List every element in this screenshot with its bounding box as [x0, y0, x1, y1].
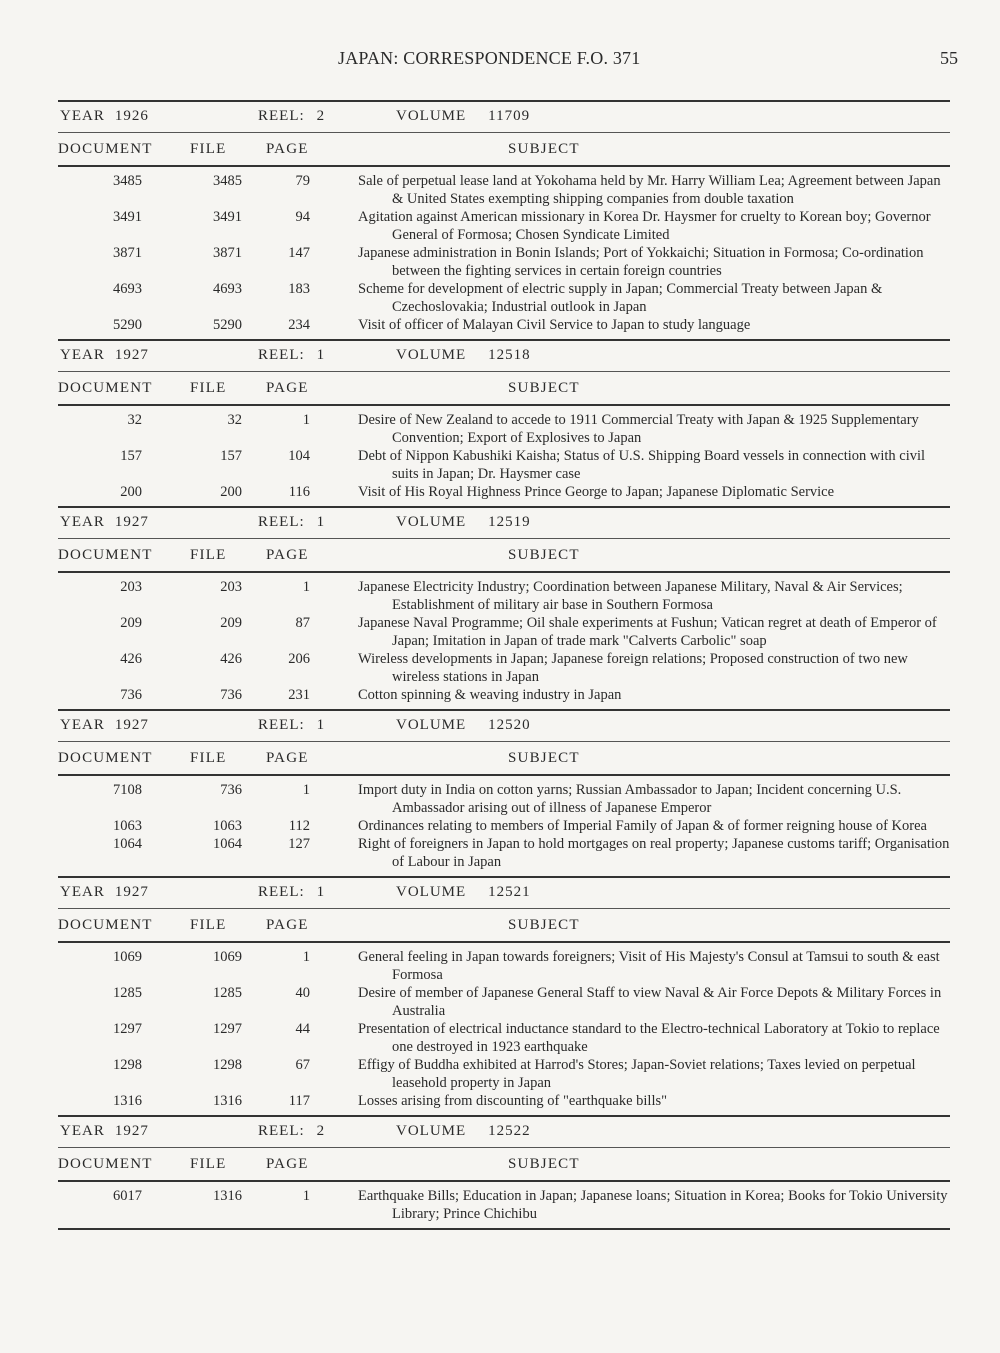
subject-text: Effigy of Buddha exhibited at Harrod's Stores; Japan-Soviet relations; Taxes levied on perpetual leasehold property in Japan — [358, 1057, 916, 1091]
page-number-cell: 1 — [302, 579, 310, 595]
page-number-cell: 231 — [288, 687, 310, 703]
column-header-file: FILE — [190, 380, 227, 396]
volume-header-row — [58, 1117, 950, 1148]
volume-header-row — [58, 102, 950, 133]
column-header-row — [58, 1148, 950, 1182]
column-header-page: PAGE — [266, 141, 309, 157]
file-number: 4693 — [213, 281, 242, 297]
volume-section — [58, 709, 950, 876]
document-number: 1069 — [113, 949, 142, 965]
table-row — [58, 686, 950, 704]
subject-text: Right of foreigners in Japan to hold mortgages on real property; Japanese customs tariff; Organisation of Labour in Japan — [358, 836, 950, 870]
file-number: 157 — [220, 448, 242, 464]
file-number: 1069 — [213, 949, 242, 965]
page-number-cell: 116 — [288, 484, 310, 500]
subject-text: Visit of officer of Malayan Civil Service to Japan to study language — [358, 317, 751, 333]
page-number-cell: 1 — [302, 412, 310, 428]
volume-field — [396, 108, 530, 125]
entry-list — [58, 406, 950, 506]
column-header-file: FILE — [190, 917, 227, 933]
volume-label: VOLUME — [396, 884, 467, 900]
column-header-page: PAGE — [266, 917, 309, 933]
column-header-file: FILE — [190, 750, 227, 766]
volume-field — [396, 884, 531, 901]
subject-text: Scheme for development of electric supply in Japan; Commercial Treaty between Japan & Czechoslovakia; Industrial outlook in Japan — [358, 281, 883, 315]
volume-field — [396, 1123, 531, 1140]
year-field — [60, 884, 149, 901]
column-header-row — [58, 909, 950, 943]
volume-label: VOLUME — [396, 514, 467, 530]
file-number: 1063 — [213, 818, 242, 834]
table-row — [58, 948, 950, 984]
table-row — [58, 1020, 950, 1056]
table-row — [58, 578, 950, 614]
year-field — [60, 108, 149, 125]
reel-label: REEL: — [258, 347, 305, 363]
column-header-row — [58, 372, 950, 406]
volume-label: VOLUME — [396, 347, 467, 363]
file-number: 1298 — [213, 1057, 242, 1073]
reel-value: 1 — [316, 347, 326, 363]
page-number-cell: 104 — [288, 448, 310, 464]
column-header-page: PAGE — [266, 1156, 309, 1172]
document-number: 1063 — [113, 818, 142, 834]
subject-text: Japanese Naval Programme; Oil shale experiments at Fushun; Vatican regret at death of Emperor of Japan; Imitation in Japan of trade mark "Calverts Carbolic" soap — [358, 615, 937, 649]
reel-value: 1 — [316, 717, 326, 733]
table-row — [58, 208, 950, 244]
page-number-cell: 147 — [288, 245, 310, 261]
column-header-row — [58, 133, 950, 167]
table-row — [58, 172, 950, 208]
column-header-subject: SUBJECT — [508, 547, 580, 563]
reel-label: REEL: — [258, 108, 305, 124]
year-field — [60, 347, 149, 364]
table-row — [58, 411, 950, 447]
document-number: 157 — [120, 448, 142, 464]
table-row — [58, 984, 950, 1020]
document-number: 209 — [120, 615, 142, 631]
volume-section — [58, 506, 950, 709]
entry-list — [58, 1182, 950, 1228]
subject-text: Japanese Electricity Industry; Coordination between Japanese Military, Naval & Air Services; Establishment of military air base in Southern Formosa — [358, 579, 903, 613]
page-number-cell: 117 — [288, 1093, 310, 1109]
year-label: YEAR — [60, 717, 105, 733]
column-header-row — [58, 539, 950, 573]
year-value: 1927 — [114, 1123, 149, 1139]
year-field — [60, 1123, 149, 1140]
year-value: 1927 — [114, 347, 149, 363]
column-header-page: PAGE — [266, 750, 309, 766]
reel-field — [258, 1123, 325, 1140]
document-number: 3491 — [113, 209, 142, 225]
volume-label: VOLUME — [396, 108, 467, 124]
subject-text: Import duty in India on cotton yarns; Russian Ambassador to Japan; Incident concerning U.S. Ambassador arising out of illness of Japanese Emperor — [358, 782, 902, 816]
page-number-cell: 234 — [288, 317, 310, 333]
subject-text: Desire of member of Japanese General Staff to view Naval & Air Force Depots & Military Forces in Australia — [358, 985, 942, 1019]
subject-text: Cotton spinning & weaving industry in Japan — [358, 687, 622, 703]
year-label: YEAR — [60, 108, 105, 124]
subject-text: Desire of New Zealand to accede to 1911 Commercial Treaty with Japan & 1925 Supplementary Convention; Export of Explosives to Japan — [358, 412, 919, 446]
column-header-file: FILE — [190, 1156, 227, 1172]
file-number: 5290 — [213, 317, 242, 333]
volume-field — [396, 347, 531, 364]
file-number: 3871 — [213, 245, 242, 261]
entry-list — [58, 573, 950, 709]
reel-value: 2 — [316, 108, 326, 124]
year-field — [60, 717, 149, 734]
reel-label: REEL: — [258, 1123, 305, 1139]
volume-value: 12522 — [488, 1123, 531, 1139]
document-number: 203 — [120, 579, 142, 595]
year-label: YEAR — [60, 884, 105, 900]
subject-text: Agitation against American missionary in Korea Dr. Haysmer for cruelty to Korean boy; Governor General of Formosa; Chosen Syndicate Limited — [358, 209, 931, 243]
page-number-cell: 1 — [302, 1188, 310, 1204]
year-label: YEAR — [60, 1123, 105, 1139]
subject-text: Presentation of electrical inductance standard to the Electro-technical Laboratory at Tokio to replace one destroyed in 1923 earthquake — [358, 1021, 940, 1055]
page-number-cell: 183 — [288, 281, 310, 297]
table-row — [58, 781, 950, 817]
reel-label: REEL: — [258, 884, 305, 900]
table-row — [58, 280, 950, 316]
column-header-subject: SUBJECT — [508, 750, 580, 766]
subject-text: Japanese administration in Bonin Islands; Port of Yokkaichi; Situation in Formosa; Co-ordination between the fighting services in certain foreign countries — [358, 245, 924, 279]
page-number-cell: 44 — [295, 1021, 310, 1037]
page-header — [0, 48, 1000, 74]
volume-value: 12518 — [488, 347, 531, 363]
year-value: 1927 — [114, 514, 149, 530]
file-number: 1316 — [213, 1188, 242, 1204]
file-number: 209 — [220, 615, 242, 631]
file-number: 200 — [220, 484, 242, 500]
file-number: 736 — [220, 687, 242, 703]
entry-list — [58, 167, 950, 339]
file-number: 3485 — [213, 173, 242, 189]
reel-field — [258, 514, 325, 531]
document-number: 4693 — [113, 281, 142, 297]
column-header-file: FILE — [190, 141, 227, 157]
subject-text: Wireless developments in Japan; Japanese foreign relations; Proposed construction of two new wireless stations in Japan — [358, 651, 908, 685]
column-header-document: DOCUMENT — [58, 547, 153, 563]
reel-field — [258, 717, 325, 734]
file-number: 1064 — [213, 836, 242, 852]
entry-list — [58, 776, 950, 876]
table-row — [58, 244, 950, 280]
volume-section — [58, 876, 950, 1115]
document-number: 1297 — [113, 1021, 142, 1037]
page-title: JAPAN: CORRESPONDENCE F.O. 371 — [338, 48, 641, 68]
document-number: 1285 — [113, 985, 142, 1001]
volume-section — [58, 1115, 950, 1230]
volume-section — [58, 100, 950, 339]
reel-value: 1 — [316, 884, 326, 900]
column-header-row — [58, 742, 950, 776]
column-header-subject: SUBJECT — [508, 380, 580, 396]
volume-value: 12519 — [488, 514, 531, 530]
year-label: YEAR — [60, 514, 105, 530]
subject-text: Losses arising from discounting of "earthquake bills" — [358, 1093, 668, 1109]
page-number-cell: 206 — [288, 651, 310, 667]
volume-value: 12520 — [488, 717, 531, 733]
table-row — [58, 614, 950, 650]
page-number-cell: 112 — [288, 818, 310, 834]
column-header-subject: SUBJECT — [508, 917, 580, 933]
volume-header-row — [58, 508, 950, 539]
column-header-page: PAGE — [266, 380, 309, 396]
file-number: 1316 — [213, 1093, 242, 1109]
volume-field — [396, 717, 531, 734]
table-row — [58, 1187, 950, 1223]
file-number: 426 — [220, 651, 242, 667]
year-value: 1926 — [114, 108, 149, 124]
subject-text: Ordinances relating to members of Imperial Family of Japan & of former reigning house of Korea — [358, 818, 927, 834]
document-number: 6017 — [113, 1188, 142, 1204]
column-header-subject: SUBJECT — [508, 141, 580, 157]
file-number: 203 — [220, 579, 242, 595]
year-field — [60, 514, 149, 531]
volume-label: VOLUME — [396, 1123, 467, 1139]
table-row — [58, 447, 950, 483]
table-row — [58, 817, 950, 835]
page-number-cell: 1 — [302, 782, 310, 798]
document-number: 1316 — [113, 1093, 142, 1109]
document-number: 5290 — [113, 317, 142, 333]
column-header-page: PAGE — [266, 547, 309, 563]
document-number: 1298 — [113, 1057, 142, 1073]
file-number: 32 — [227, 412, 242, 428]
reel-field — [258, 884, 325, 901]
reel-field — [258, 347, 325, 364]
document-number: 3485 — [113, 173, 142, 189]
document-number: 1064 — [113, 836, 142, 852]
page-number: 55 — [940, 48, 958, 68]
document-number: 200 — [120, 484, 142, 500]
volume-value: 12521 — [488, 884, 531, 900]
subject-text: Debt of Nippon Kabushiki Kaisha; Status of U.S. Shipping Board vessels in connection with civil suits in Japan; Dr. Haysmer case — [358, 448, 926, 482]
year-value: 1927 — [114, 884, 149, 900]
volume-label: VOLUME — [396, 717, 467, 733]
subject-text: General feeling in Japan towards foreigners; Visit of His Majesty's Consul at Tamsui to south & east Formosa — [358, 949, 940, 983]
document-number: 426 — [120, 651, 142, 667]
file-number: 1297 — [213, 1021, 242, 1037]
page-number-cell: 87 — [295, 615, 310, 631]
column-header-file: FILE — [190, 547, 227, 563]
column-header-document: DOCUMENT — [58, 1156, 153, 1172]
volume-header-row — [58, 341, 950, 372]
volume-header-row — [58, 878, 950, 909]
table-row — [58, 1056, 950, 1092]
table-row — [58, 316, 950, 334]
page-number-cell: 1 — [302, 949, 310, 965]
page-number-cell: 79 — [295, 173, 310, 189]
page-number-cell: 94 — [295, 209, 310, 225]
document-number: 32 — [127, 412, 142, 428]
subject-text: Sale of perpetual lease land at Yokohama held by Mr. Harry William Lea; Agreement between Japan & United States exempting shipping companies from double taxation — [358, 173, 941, 207]
column-header-document: DOCUMENT — [58, 917, 153, 933]
volume-header-row — [58, 711, 950, 742]
subject-text: Earthquake Bills; Education in Japan; Japanese loans; Situation in Korea; Books for Tokio University Library; Prince Chichibu — [358, 1188, 948, 1222]
volume-field — [396, 514, 531, 531]
reel-label: REEL: — [258, 514, 305, 530]
column-header-subject: SUBJECT — [508, 1156, 580, 1172]
year-label: YEAR — [60, 347, 105, 363]
volume-section — [58, 339, 950, 506]
reel-field — [258, 108, 325, 125]
column-header-document: DOCUMENT — [58, 750, 153, 766]
reel-value: 1 — [316, 514, 326, 530]
file-number: 3491 — [213, 209, 242, 225]
page-number-cell: 127 — [288, 836, 310, 852]
file-number: 736 — [220, 782, 242, 798]
volume-value: 11709 — [488, 108, 531, 124]
document-number: 7108 — [113, 782, 142, 798]
document-number: 736 — [120, 687, 142, 703]
reel-value: 2 — [316, 1123, 326, 1139]
year-value: 1927 — [114, 717, 149, 733]
index-table — [58, 100, 950, 1230]
page-number-cell: 67 — [295, 1057, 310, 1073]
table-row — [58, 835, 950, 871]
entry-list — [58, 943, 950, 1115]
table-row — [58, 483, 950, 501]
reel-label: REEL: — [258, 717, 305, 733]
file-number: 1285 — [213, 985, 242, 1001]
subject-text: Visit of His Royal Highness Prince George to Japan; Japanese Diplomatic Service — [358, 484, 835, 500]
column-header-document: DOCUMENT — [58, 141, 153, 157]
table-row — [58, 650, 950, 686]
column-header-document: DOCUMENT — [58, 380, 153, 396]
table-row — [58, 1092, 950, 1110]
page-number-cell: 40 — [295, 985, 310, 1001]
document-number: 3871 — [113, 245, 142, 261]
